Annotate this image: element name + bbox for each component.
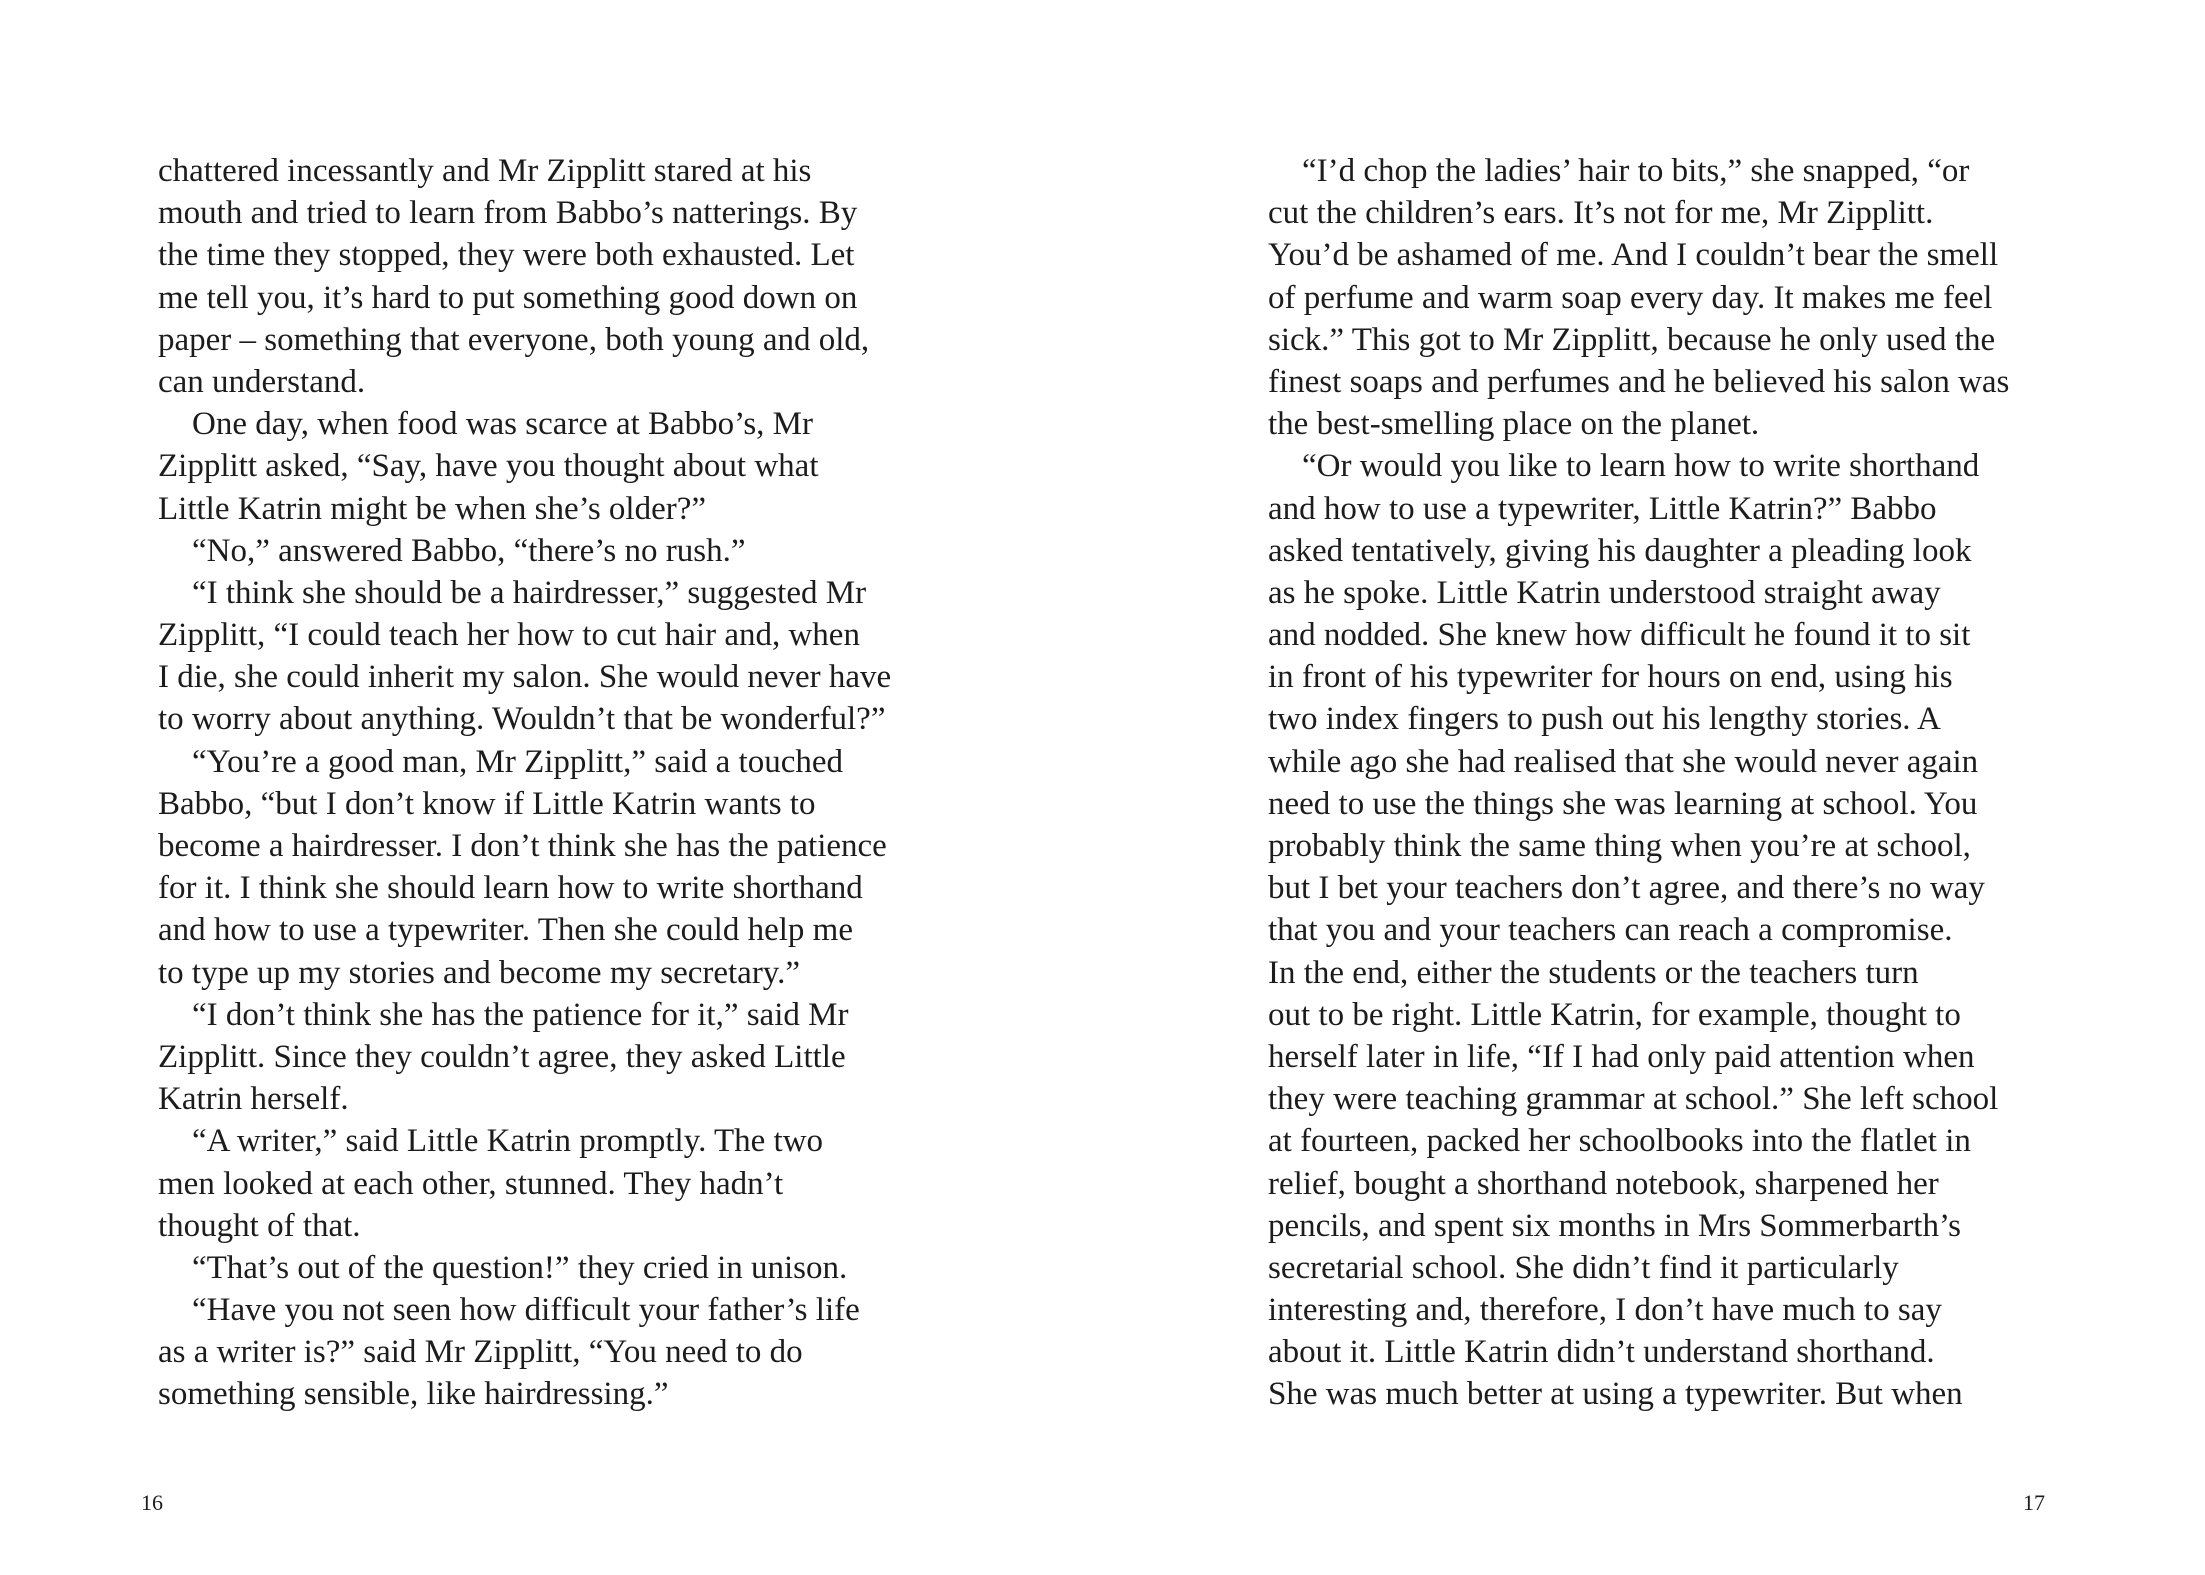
text-line: they were teaching grammar at school.” She left school	[1268, 1081, 1999, 1118]
text-line: become a hairdresser. I don’t think she has the patience	[158, 828, 887, 864]
text-line: “You’re a good man, Mr Zipplitt,” said a touched	[192, 743, 844, 780]
text-line: me tell you, it’s hard to put something good down on	[158, 279, 858, 316]
text-line: the time they stopped, they were both exhausted. Let	[158, 237, 855, 274]
text-line: as he spoke. Little Katrin understood straight away	[1268, 574, 1941, 611]
right-page	[1103, 0, 2205, 1575]
text-line: interesting and, therefore, I don’t have much to say	[1268, 1292, 1942, 1329]
text-line: secretarial school. She didn’t find it particularly	[1268, 1249, 1899, 1286]
text-line: but I bet your teachers don’t agree, and there’s no way	[1268, 870, 1985, 907]
text-line: for it. I think she should learn how to write shorthand	[158, 870, 863, 907]
text-line: to type up my stories and become my secretary.”	[158, 954, 801, 991]
text-line: in front of his typewriter for hours on end, using his	[1268, 659, 1953, 696]
text-line: chattered incessantly and Mr Zipplitt stared at his	[158, 153, 812, 189]
text-line: I die, she could inherit my salon. She would never have	[158, 659, 892, 696]
text-line: need to use the things she was learning at school. You	[1268, 785, 1978, 822]
text-line: “I think she should be a hairdresser,” suggested Mr	[192, 574, 867, 611]
text-line: sick.” This got to Mr Zipplitt, because he only used the	[1268, 321, 1996, 358]
right-page-text	[1268, 150, 2088, 1416]
text-line: that you and your teachers can reach a compromise.	[1268, 912, 1953, 949]
text-line: and how to use a typewriter, Little Katrin?” Babbo	[1268, 490, 1937, 527]
text-line: Katrin herself.	[158, 1081, 349, 1118]
left-page-number: 16	[141, 1490, 163, 1515]
text-line: herself later in life, “If I had only paid attention when	[1268, 1038, 1975, 1075]
text-line: She was much better at using a typewriter. But when	[1268, 1376, 1963, 1413]
text-line: mouth and tried to learn from Babbo’s natterings. By	[158, 195, 858, 232]
text-line: “That’s out of the question!” they cried in unison.	[192, 1249, 848, 1286]
text-line: the best-smelling place on the planet.	[1268, 406, 1760, 443]
text-line: while ago she had realised that she would never again	[1268, 743, 1979, 780]
left-page-text	[158, 150, 968, 1416]
text-line: You’d be ashamed of me. And I couldn’t bear the smell	[1268, 237, 1999, 274]
text-line: “Have you not seen how difficult your father’s life	[192, 1292, 860, 1329]
text-line: In the end, either the students or the teachers turn	[1268, 954, 1919, 991]
text-line: as a writer is?” said Mr Zipplitt, “You need to do	[158, 1334, 803, 1371]
text-line: probably think the same thing when you’re at school,	[1268, 828, 1971, 864]
text-line: Zipplitt. Since they couldn’t agree, they asked Little	[158, 1038, 846, 1075]
text-line: at fourteen, packed her schoolbooks into the flatlet in	[1268, 1123, 1971, 1160]
left-page	[0, 0, 1102, 1575]
text-line: cut the children’s ears. It’s not for me, Mr Zipplitt.	[1268, 195, 1934, 232]
right-page-number: 17	[2023, 1490, 2045, 1515]
text-line: Zipplitt, “I could teach her how to cut hair and, when	[158, 617, 860, 654]
text-line: men looked at each other, stunned. They hadn’t	[158, 1165, 784, 1202]
text-line: out to be right. Little Katrin, for example, thought to	[1268, 996, 1961, 1033]
text-line: and nodded. She knew how difficult he found it to sit	[1268, 617, 1971, 654]
text-line: pencils, and spent six months in Mrs Sommerbarth’s	[1268, 1207, 1961, 1244]
text-line: and how to use a typewriter. Then she could help me	[158, 912, 853, 949]
text-line: “No,” answered Babbo, “there’s no rush.”	[192, 532, 746, 569]
text-line: relief, bought a shorthand notebook, sharpened her	[1268, 1165, 1939, 1202]
text-line: “A writer,” said Little Katrin promptly. The two	[192, 1123, 824, 1160]
text-line: to worry about anything. Wouldn’t that be wonderful?”	[158, 701, 886, 738]
text-line: thought of that.	[158, 1207, 361, 1244]
text-line: Little Katrin might be when she’s older?”	[158, 490, 707, 527]
text-line: Babbo, “but I don’t know if Little Katrin wants to	[158, 785, 816, 822]
text-line: two index fingers to push out his lengthy stories. A	[1268, 701, 1941, 738]
text-line: about it. Little Katrin didn’t understand shorthand.	[1268, 1334, 1935, 1371]
text-line: One day, when food was scarce at Babbo’s, Mr	[192, 406, 814, 443]
text-line: something sensible, like hairdressing.”	[158, 1376, 669, 1413]
text-line: “Or would you like to learn how to write shorthand	[1302, 448, 1980, 485]
text-line: paper – something that everyone, both young and old,	[158, 321, 870, 358]
text-line: of perfume and warm soap every day. It makes me feel	[1268, 279, 1993, 316]
text-line: can understand.	[158, 363, 366, 400]
text-line: “I’d chop the ladies’ hair to bits,” she snapped, “or	[1302, 153, 1970, 189]
text-line: finest soaps and perfumes and he believed his salon was	[1268, 363, 2010, 400]
text-line: Zipplitt asked, “Say, have you thought about what	[158, 448, 819, 485]
text-line: asked tentatively, giving his daughter a pleading look	[1268, 532, 1972, 569]
text-line: “I don’t think she has the patience for it,” said Mr	[192, 996, 849, 1033]
